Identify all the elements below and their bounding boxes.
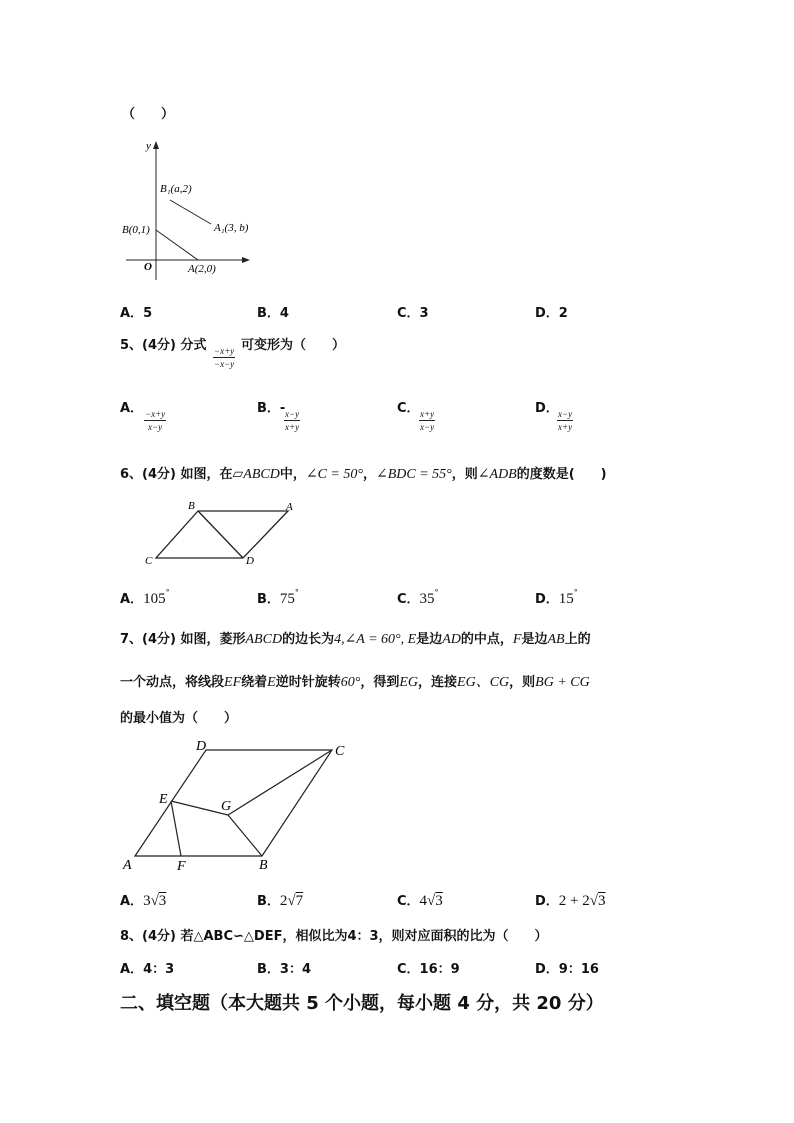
q5-option-c-label[interactable]: C．	[397, 401, 420, 416]
q6-label-A: A	[286, 501, 293, 513]
q7-option-a[interactable]: A．3√3	[120, 893, 167, 909]
q8-option-a[interactable]: A．4：3	[120, 962, 175, 977]
q5-option-d-label[interactable]: D．	[535, 401, 559, 416]
q7-label-A: A	[123, 858, 132, 873]
q8-stem: 8、(4分) 若△ABC∽△DEF，相似比为4：3，则对应面积的比为（ ）	[120, 929, 548, 944]
q6-option-c[interactable]: C．35°	[397, 588, 439, 607]
q7-label-E: E	[159, 792, 168, 807]
q7-option-c[interactable]: C．4√3	[397, 893, 443, 909]
q7-label-F: F	[177, 859, 186, 874]
q5-main-fraction: $\frac{-x+y}{-x-y}$	[214, 346, 235, 369]
q8-option-d[interactable]: D．9：16	[535, 962, 599, 977]
q5-option-c-fraction: $\frac{x+y}{x-y}$	[420, 409, 435, 432]
q7-stem-line1: 7、(4分) 如图，菱形ABCD的边长为4,∠A = 60°, E是边AD的中点，F是边AB上的	[120, 632, 591, 647]
q5-option-d-fraction: $\frac{x-y}{x+y}$	[558, 409, 573, 432]
q5-option-b-fraction: $\frac{x-y}{x+y}$	[285, 409, 300, 432]
q4-label-A: A(2,0)	[188, 263, 216, 275]
q4-bracket: （ ）	[122, 107, 175, 122]
q6-label-B: B	[188, 500, 195, 512]
q6-label-C: C	[145, 555, 153, 567]
section-2-heading: 二、填空题（本大题共 5 个小题，每小题 4 分，共 20 分）	[120, 993, 604, 1014]
q4-label-O: O	[144, 261, 152, 273]
q7-figure	[118, 735, 358, 875]
q5-stem-suffix: 可变形为（ ）	[241, 338, 346, 353]
q6-stem: 6、(4分) 如图，在▱ABCD中，∠C = 50°，∠BDC = 55°，则∠ADB的度数是( )	[120, 467, 607, 482]
q7-label-G: G	[221, 799, 232, 814]
q7-label-D: D	[196, 739, 207, 754]
q4-label-B: B(0,1)	[122, 224, 150, 236]
q7-option-d[interactable]: D．2 + 2√3	[535, 893, 606, 909]
q6-option-a[interactable]: A．105°	[120, 588, 170, 607]
q5-stem-prefix: 5、(4分) 分式	[120, 338, 207, 353]
q4-option-a[interactable]: A．5	[120, 306, 153, 321]
q4-label-A1: A₁(3, b)	[214, 222, 249, 234]
q7-stem-line3: 的最小值为（ ）	[120, 711, 238, 726]
q4-figure	[118, 138, 278, 283]
q6-option-d[interactable]: D．15°	[535, 588, 578, 607]
q4-option-b[interactable]: B．4	[257, 306, 289, 321]
q4-label-y: y	[146, 140, 151, 152]
q5-option-a-fraction: $\frac{-x+y}{x-y}$	[145, 409, 166, 432]
q4-label-B1: B₁(a,2)	[160, 183, 192, 195]
q6-option-b[interactable]: B．75°	[257, 588, 299, 607]
q7-label-C: C	[335, 744, 345, 759]
q8-option-c[interactable]: C．16：9	[397, 962, 460, 977]
q5-option-b-label[interactable]: B．-	[257, 401, 286, 416]
q4-option-d[interactable]: D．2	[535, 306, 568, 321]
q7-option-b[interactable]: B．2√7	[257, 893, 304, 909]
q5-option-a-label[interactable]: A．	[120, 401, 144, 416]
q7-label-B: B	[259, 858, 268, 873]
q6-label-D: D	[246, 555, 254, 567]
q8-option-b[interactable]: B．3：4	[257, 962, 312, 977]
q7-stem-line2: 一个动点，将线段EF绕着E逆时针旋转60°，得到EG，连接EG、CG，则BG + CG	[120, 675, 590, 690]
q4-option-c[interactable]: C．3	[397, 306, 429, 321]
q6-figure	[140, 496, 305, 568]
